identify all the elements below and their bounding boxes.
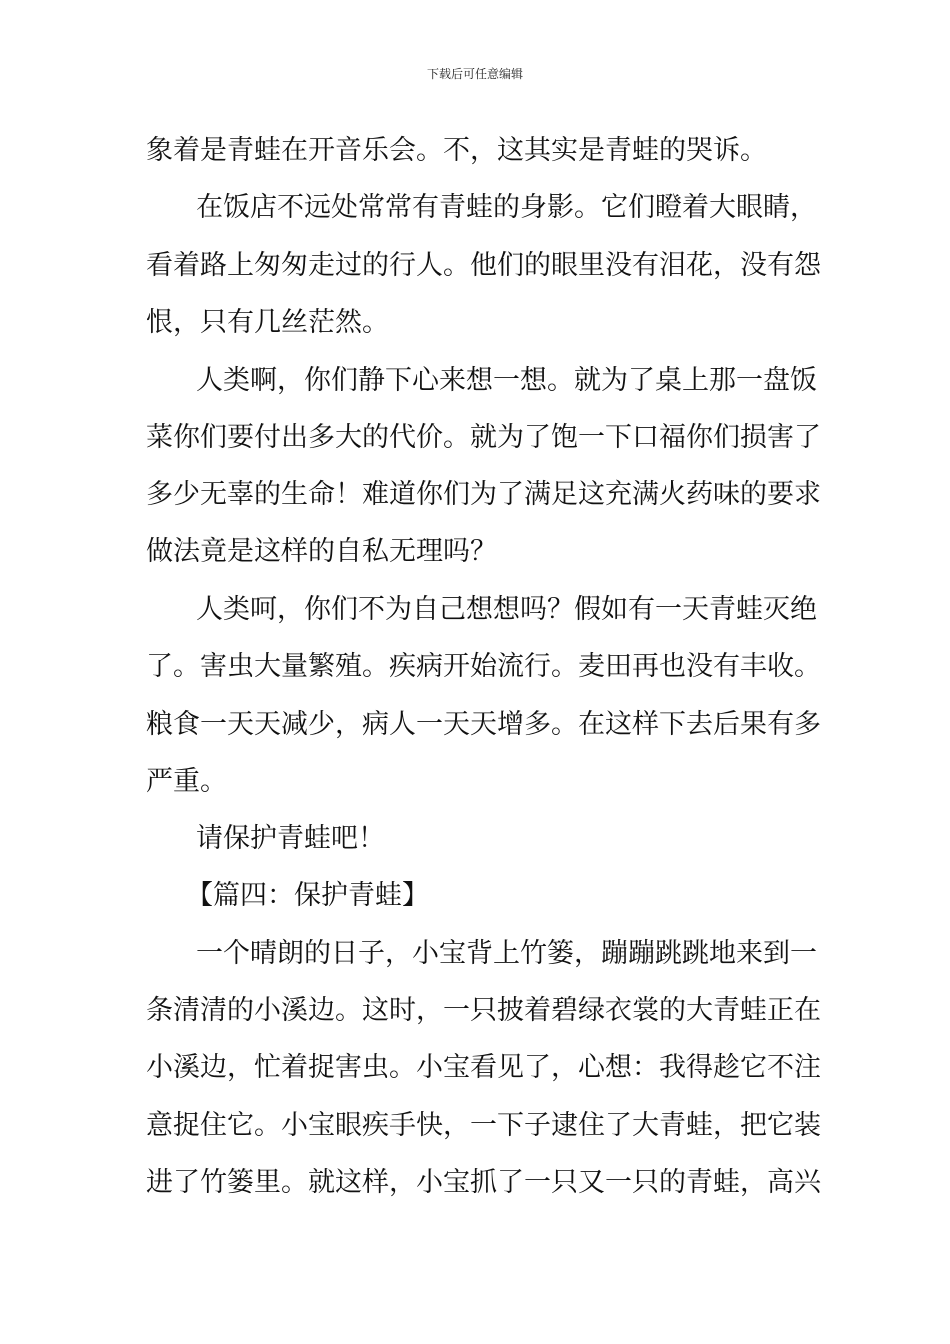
text-line: 做法竟是这样的自私无理吗？ [146,536,497,567]
text-line: 菜你们要付出多大的代价。就为了饱一下口福你们损害了 [146,422,821,453]
text-line: 了。害虫大量繁殖。疾病开始流行。麦田再也没有丰收。 [146,651,821,682]
text-line: 一个晴朗的日子，小宝背上竹篓，蹦蹦跳跳地来到一 [196,938,817,969]
text-line: 条清清的小溪边。这时，一只披着碧绿衣裳的大青蛙正在 [146,995,821,1026]
text-line: 小溪边，忙着捉害虫。小宝看见了，心想：我得趁它不注 [146,1052,821,1083]
text-line: 人类呵，你们不为自己想想吗？假如有一天青蛙灭绝 [196,594,817,625]
text-line: 在饭店不远处常常有青蛙的身影。它们瞪着大眼睛， [196,192,817,223]
text-line: 象着是青蛙在开音乐会。不，这其实是青蛙的哭诉。 [146,135,767,166]
section-heading: 【篇四：保护青蛙】 [186,880,429,911]
text-line: 请保护青蛙吧！ [196,823,385,854]
text-line: 多少无辜的生命！难道你们为了满足这充满火药味的要求 [146,479,821,510]
text-line: 进了竹篓里。就这样，小宝抓了一只又一只的青蛙，高兴 [146,1167,821,1198]
text-line: 严重。 [146,766,227,797]
text-line: 看着路上匆匆走过的行人。他们的眼里没有泪花，没有怨 [146,250,821,281]
text-line: 人类啊，你们静下心来想一想。就为了桌上那一盘饭 [196,365,817,396]
text-line: 意捉住它。小宝眼疾手快，一下子逮住了大青蛙，把它装 [146,1110,821,1141]
page-header: 下载后可任意编辑 [426,67,523,81]
text-line: 恨，只有几丝茫然。 [146,307,389,338]
text-line: 粮食一天天减少，病人一天天增多。在这样下去后果有多 [146,709,821,740]
